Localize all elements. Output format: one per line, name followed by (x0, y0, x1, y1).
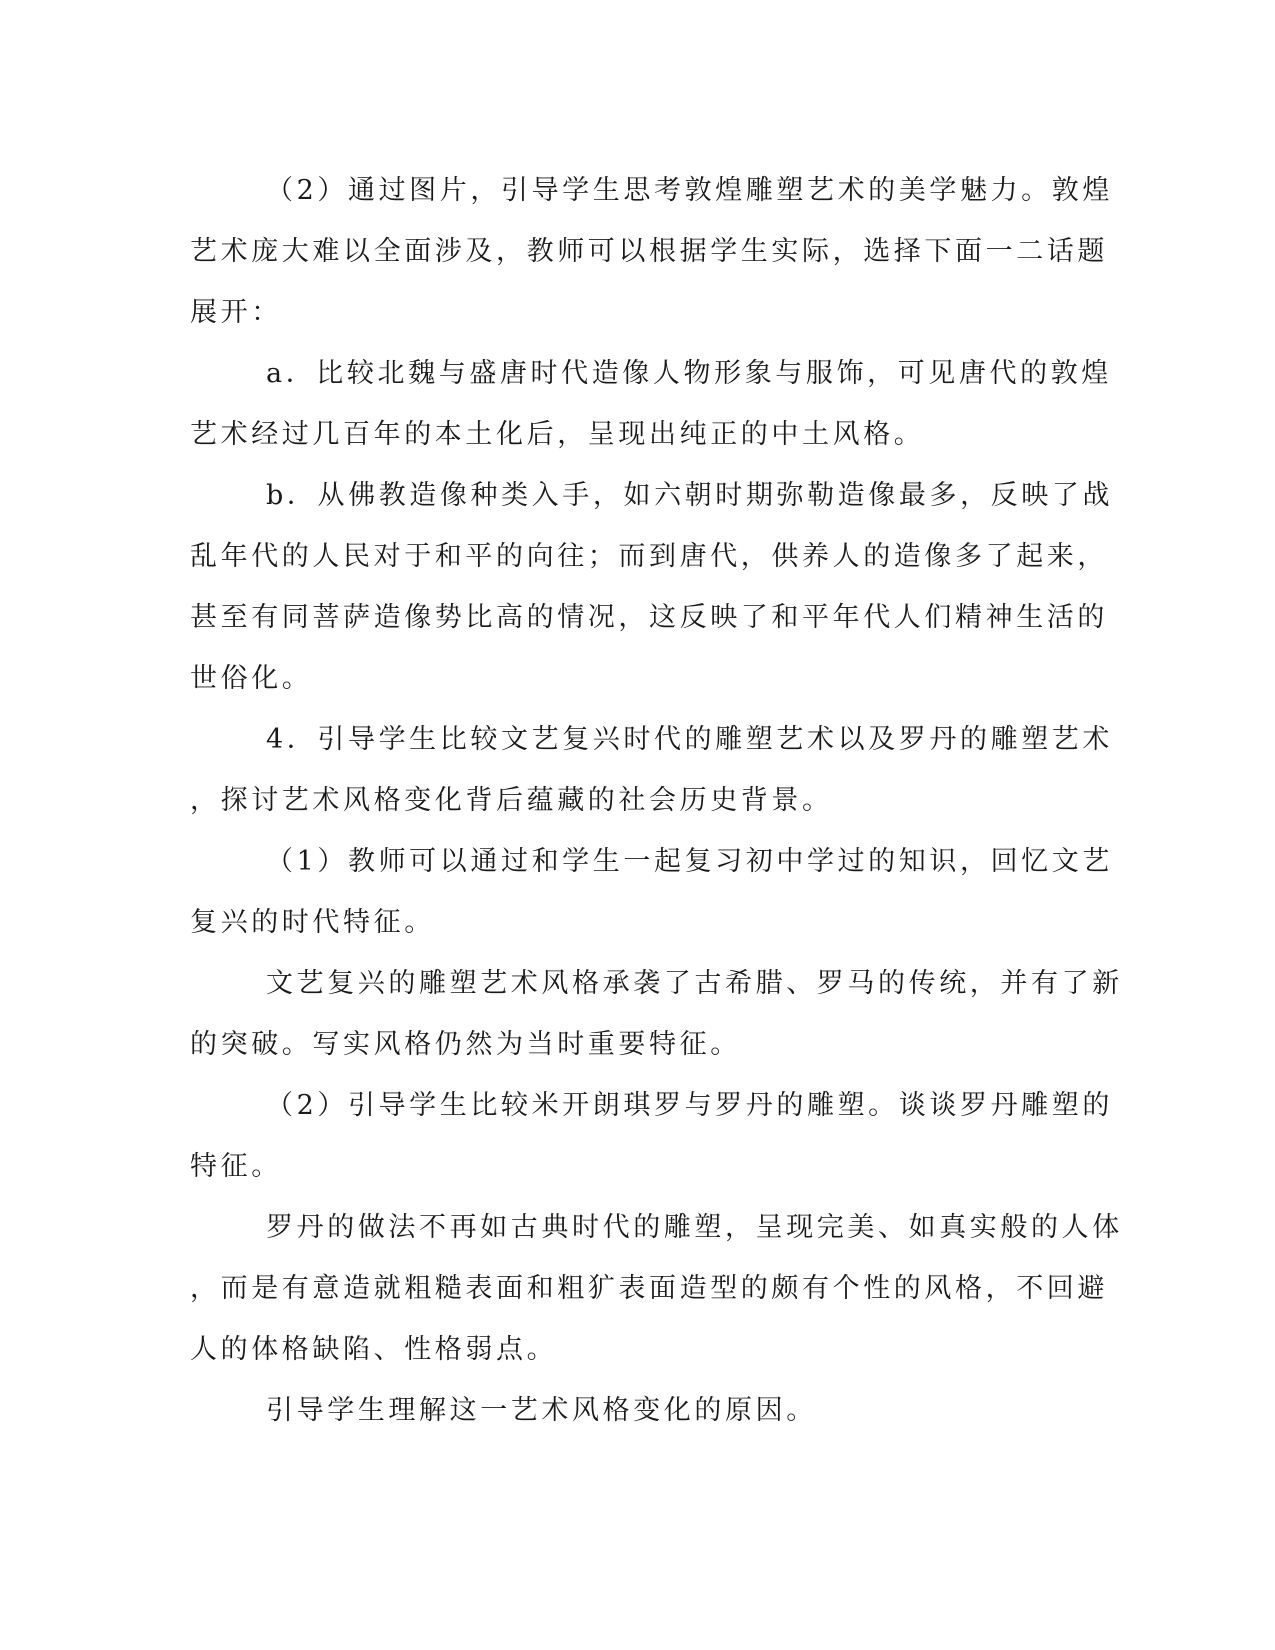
text-line: （2）通过图片，引导学生思考敦煌雕塑艺术的美学魅力。敦煌 (266, 175, 1113, 206)
text-line: 世俗化。 (190, 663, 313, 694)
text-line: 特征。 (190, 1151, 282, 1182)
text-line: ，而是有意造就粗糙表面和粗犷表面造型的颇有个性的风格，不回避 (190, 1273, 1108, 1304)
text-line: 人的体格缺陷、性格弱点。 (190, 1334, 558, 1365)
document-body (190, 160, 1123, 1441)
text-line: ，探讨艺术风格变化背后蕴藏的社会历史背景。 (190, 785, 833, 816)
text-line: 的突破。写实风格仍然为当时重要特征。 (190, 1029, 741, 1060)
text-line: （2）引导学生比较米开朗琪罗与罗丹的雕塑。谈谈罗丹雕塑的 (266, 1090, 1113, 1121)
text-line: 展开： (190, 297, 282, 328)
text-line: 4．引导学生比较文艺复兴时代的雕塑艺术以及罗丹的雕塑艺术 (266, 724, 1113, 755)
text-line: 复兴的时代特征。 (190, 907, 435, 938)
text-line: 艺术庞大难以全面涉及，教师可以根据学生实际，选择下面一二话题 (190, 236, 1108, 267)
text-line: a．比较北魏与盛唐时代造像人物形象与服饰，可见唐代的敦煌 (266, 358, 1112, 389)
text-line: 艺术经过几百年的本土化后，呈现出纯正的中土风格。 (190, 419, 925, 450)
text-line: 罗丹的做法不再如古典时代的雕塑，呈现完美、如真实般的人体 (266, 1212, 1123, 1243)
text-line: （1）教师可以通过和学生一起复习初中学过的知识，回忆文艺 (266, 846, 1113, 877)
text-line: 引导学生理解这一艺术风格变化的原因。 (266, 1395, 817, 1426)
text-line: 文艺复兴的雕塑艺术风格承袭了古希腊、罗马的传统，并有了新 (266, 968, 1123, 999)
text-line: b．从佛教造像种类入手，如六朝时期弥勒造像最多，反映了战 (266, 480, 1114, 511)
text-line: 乱年代的人民对于和平的向往；而到唐代，供养人的造像多了起来， (190, 541, 1108, 572)
text-line: 甚至有同菩萨造像势比高的情况，这反映了和平年代人们精神生活的 (190, 602, 1108, 633)
